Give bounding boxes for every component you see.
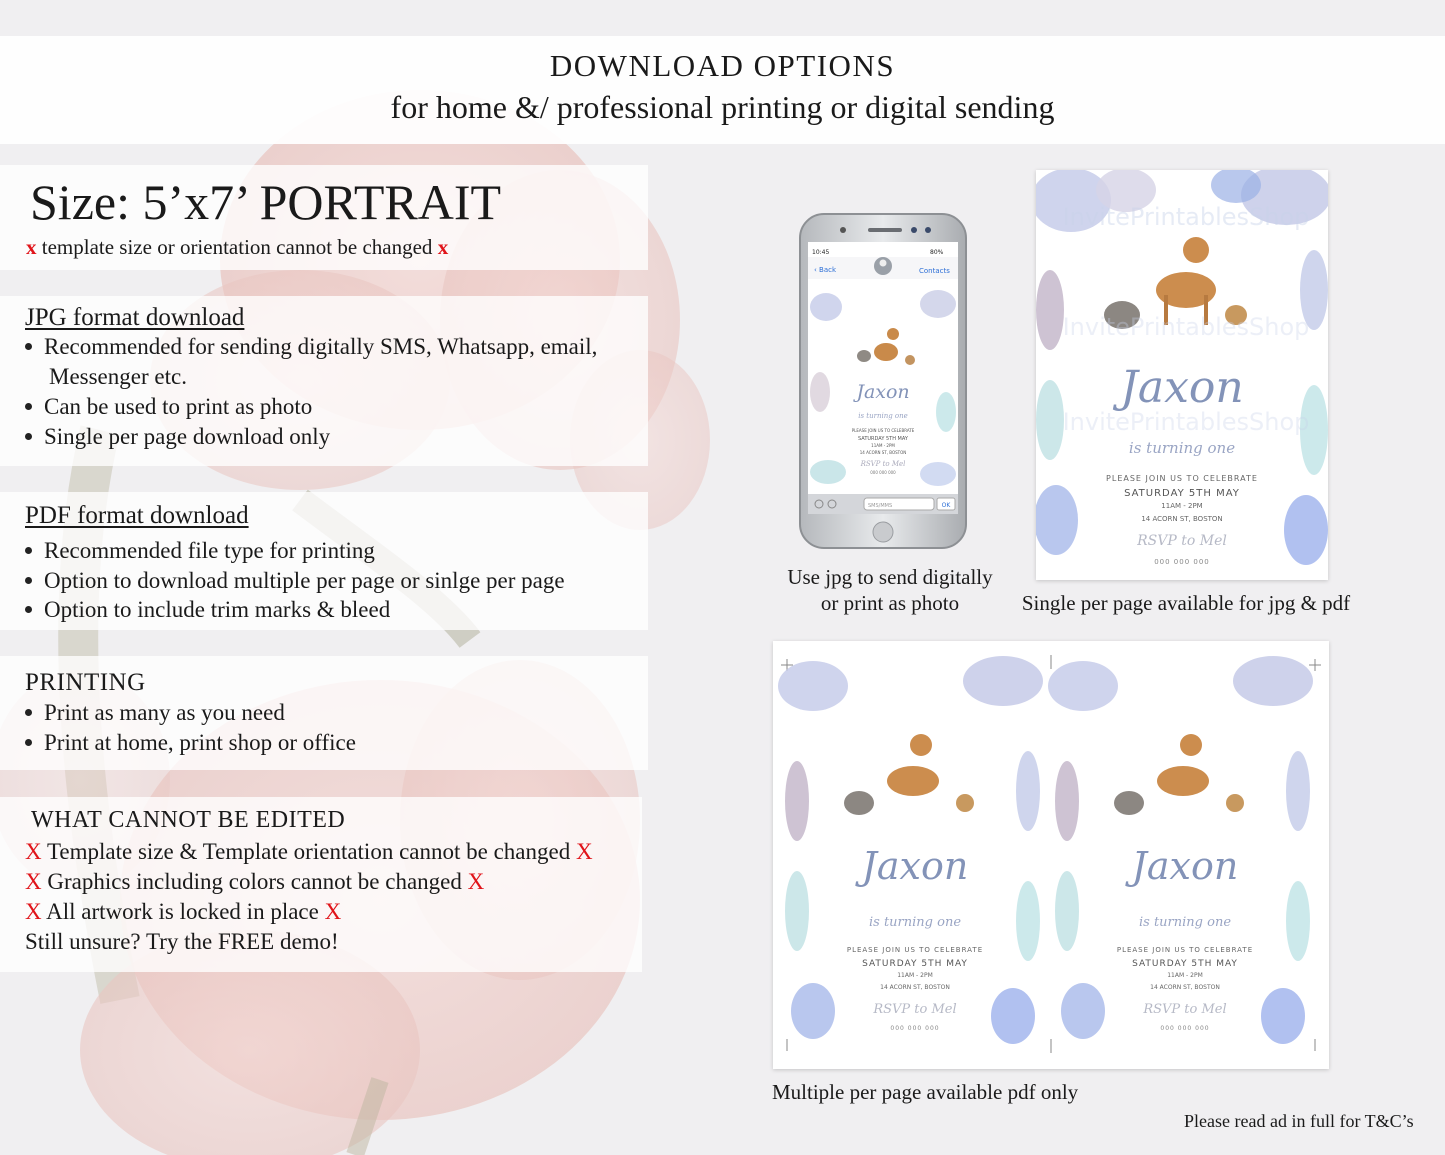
- pdf-panel: [0, 492, 648, 630]
- single-caption: Single per page available for jpg & pdf: [1021, 591, 1351, 615]
- invitation-copy-left: [778, 656, 1043, 1044]
- phone-battery: 80%: [930, 249, 944, 256]
- svg-text:RSVP to Mel: RSVP to Mel: [1137, 533, 1227, 549]
- watermark: InvitePrintablesShop: [1062, 408, 1310, 436]
- jpg-title: JPG format download: [25, 304, 245, 331]
- printing-title: PRINTING: [25, 669, 146, 696]
- svg-text:14 ACORN ST, BOSTON: 14 ACORN ST, BOSTON: [1141, 515, 1223, 523]
- list-item: Single per page download only: [25, 424, 330, 450]
- svg-text:11AM - 2PM: 11AM - 2PM: [897, 972, 933, 979]
- svg-text:is turning one: is turning one: [858, 412, 908, 420]
- list-item: Option to download multiple per page or sinlge per page: [25, 568, 565, 594]
- list-item: Can be used to print as photo: [25, 394, 312, 420]
- svg-text:14 ACORN ST, BOSTON: 14 ACORN ST, BOSTON: [1150, 984, 1220, 991]
- svg-text:000 000 000: 000 000 000: [890, 1025, 940, 1032]
- svg-text:11AM - 2PM: 11AM - 2PM: [1167, 972, 1203, 979]
- phone-caption: Use jpg to send digitally or print as photo: [787, 565, 993, 615]
- svg-text:SATURDAY 5TH MAY: SATURDAY 5TH MAY: [858, 436, 908, 442]
- svg-text:SMS/MMS: SMS/MMS: [868, 503, 893, 509]
- list-item: X Graphics including colors cannot be changed X: [25, 869, 485, 894]
- header-subtitle: for home &/ professional printing or digital sending: [390, 89, 1055, 125]
- printing-panel: [0, 656, 648, 770]
- list-item: Print at home, print shop or office: [25, 730, 356, 756]
- svg-text:is turning one: is turning one: [868, 915, 962, 930]
- jpg-panel: [0, 296, 648, 466]
- terms-footnote: Please read ad in full for T&C’s: [1184, 1111, 1414, 1131]
- phone-contacts-button[interactable]: Contacts: [919, 267, 950, 275]
- svg-text:OK: OK: [941, 502, 951, 509]
- svg-text:SATURDAY 5TH MAY: SATURDAY 5TH MAY: [1132, 959, 1238, 969]
- svg-text:PLEASE JOIN US TO CELEBRATE: PLEASE JOIN US TO CELEBRATE: [1106, 474, 1258, 483]
- svg-text:SATURDAY 5TH MAY: SATURDAY 5TH MAY: [862, 959, 968, 969]
- multiple-caption: Multiple per page available pdf only: [772, 1080, 1079, 1104]
- svg-text:Jaxon: Jaxon: [861, 844, 969, 888]
- svg-text:PLEASE JOIN US TO CELEBRATE: PLEASE JOIN US TO CELEBRATE: [851, 428, 915, 433]
- svg-text:Jaxon: Jaxon: [1131, 844, 1239, 888]
- svg-text:RSVP to Mel: RSVP to Mel: [873, 1002, 957, 1017]
- svg-text:000 000 000: 000 000 000: [1160, 1025, 1210, 1032]
- svg-text:11AM - 2PM: 11AM - 2PM: [871, 443, 895, 448]
- svg-text:RSVP to Mel: RSVP to Mel: [860, 460, 906, 468]
- red-x-mark: x: [26, 235, 37, 259]
- demo-line: Still unsure? Try the FREE demo!: [25, 929, 339, 954]
- svg-text:14 ACORN ST, BOSTON: 14 ACORN ST, BOSTON: [880, 984, 950, 991]
- list-item: Recommended for sending digitally SMS, Whatsapp, email,: [25, 334, 597, 360]
- svg-text:is turning one: is turning one: [1128, 439, 1236, 457]
- watermark: InvitePrintablesShop: [1062, 313, 1310, 341]
- svg-text:11AM - 2PM: 11AM - 2PM: [1161, 502, 1203, 510]
- svg-text:000 000 000: 000 000 000: [1154, 558, 1210, 566]
- list-item: X All artwork is locked in place X: [25, 899, 342, 924]
- multiple-invitation-sheet: [773, 641, 1329, 1069]
- page-header: [0, 36, 1445, 144]
- cannot-edit-title: WHAT CANNOT BE EDITED: [31, 807, 346, 833]
- phone-invite-name: Jaxon: [856, 381, 910, 403]
- single-invite-name: Jaxon: [1120, 362, 1244, 413]
- svg-text:RSVP to Mel: RSVP to Mel: [1143, 1002, 1227, 1017]
- svg-text:14 ACORN ST, BOSTON: 14 ACORN ST, BOSTON: [859, 450, 907, 455]
- phone-mockup: [798, 212, 968, 552]
- pdf-title: PDF format download: [25, 502, 249, 529]
- list-item: Messenger etc.: [49, 364, 187, 389]
- red-x-mark: x: [437, 235, 449, 259]
- svg-text:PLEASE JOIN US TO CELEBRATE: PLEASE JOIN US TO CELEBRATE: [1116, 946, 1254, 954]
- invitation-copy-right: [1048, 656, 1313, 1044]
- size-note: [26, 235, 448, 260]
- svg-text:PLEASE JOIN US TO CELEBRATE: PLEASE JOIN US TO CELEBRATE: [846, 946, 984, 954]
- svg-text:000 000 000: 000 000 000: [870, 470, 896, 475]
- header-title: DOWNLOAD OPTIONS: [549, 48, 896, 83]
- phone-time: 10:45: [812, 249, 830, 256]
- list-item: Print as many as you need: [25, 700, 285, 726]
- list-item: X Template size & Template orientation cannot be changed X: [25, 839, 593, 864]
- watermark: InvitePrintablesShop: [1062, 203, 1310, 231]
- list-item: Option to include trim marks & bleed: [25, 597, 390, 623]
- size-note-text: template size or orientation cannot be changed: [41, 235, 433, 259]
- cannot-edit-panel: [0, 797, 642, 972]
- size-title: Size: 5’x7’ PORTRAIT: [30, 174, 502, 230]
- phone-back-button[interactable]: ‹ Back: [814, 266, 837, 274]
- size-panel: [0, 165, 648, 270]
- list-item: Recommended file type for printing: [25, 538, 375, 564]
- single-invitation-card: [1036, 170, 1328, 580]
- svg-text:is turning one: is turning one: [1138, 915, 1232, 930]
- svg-text:SATURDAY 5TH MAY: SATURDAY 5TH MAY: [1124, 488, 1240, 499]
